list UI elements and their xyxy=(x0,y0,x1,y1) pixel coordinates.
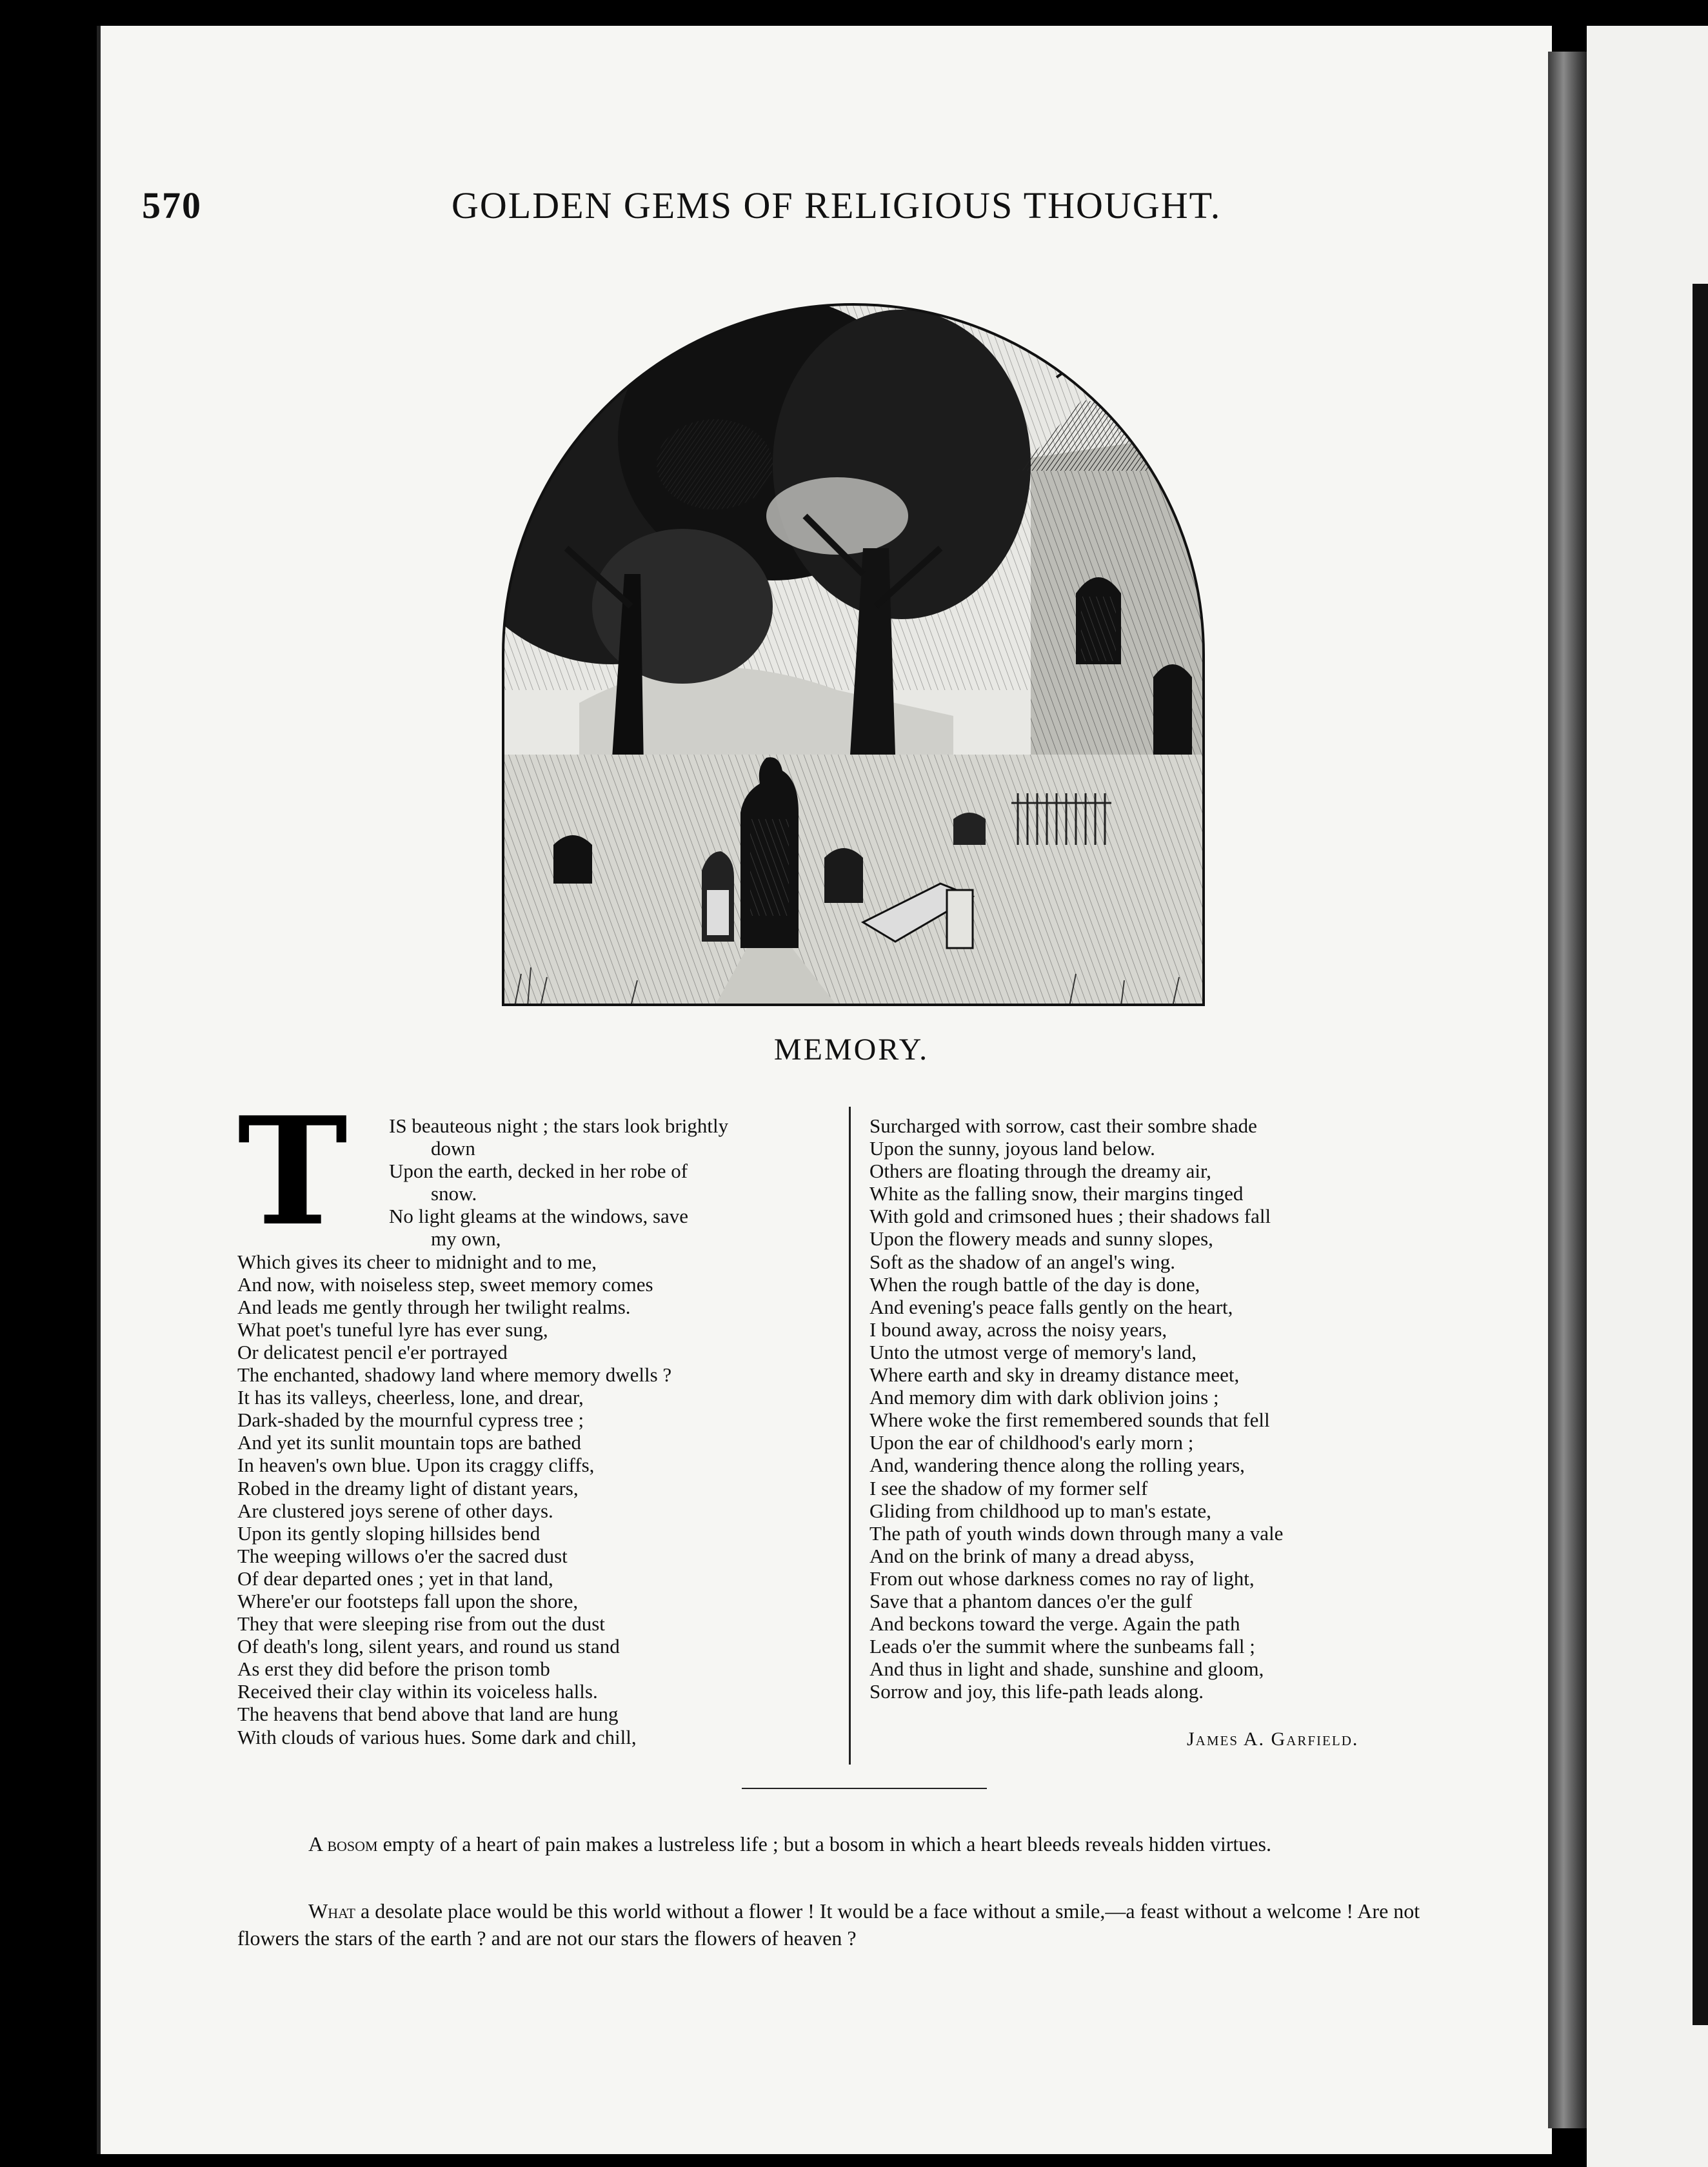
poem-right-column xyxy=(869,1114,1450,1703)
book-binding-edge xyxy=(1548,52,1587,2128)
poem-line: The path of youth winds down through many a vale xyxy=(869,1521,1284,1545)
poem-line: Dark-shaded by the mournful cypress tree ; xyxy=(237,1409,584,1432)
paragraph-text: a desolate place would be this world without a flower ! It would be a face without a smile,—a feast without a welcome ! Are not flowers the stars of the earth ? and are not our stars the flowers of heaven ? xyxy=(237,1899,1420,1950)
poem-title: MEMORY. xyxy=(773,1033,929,1067)
poem-line: What poet's tuneful lyre has ever sung, xyxy=(237,1318,548,1341)
page-number: 570 xyxy=(142,184,202,226)
poem-line: Leads o'er the summit where the sunbeams fall ; xyxy=(869,1635,1255,1658)
poem-line: my own, xyxy=(431,1227,501,1251)
poem-line: I see the shadow of my former self xyxy=(869,1476,1148,1499)
poem-line: No light gleams at the windows, save xyxy=(389,1205,689,1228)
poem-line: Or delicatest pencil e'er portrayed xyxy=(237,1340,508,1363)
poem-line: Where woke the first remembered sounds that fell xyxy=(869,1409,1270,1432)
paragraph-text: empty of a heart of pain makes a lustreless life ; but a bosom in which a heart bleeds reveals hidden virtues. xyxy=(377,1832,1271,1855)
poem-line: They that were sleeping rise from out the dust xyxy=(237,1612,605,1636)
poem-line: And yet its sunlit mountain tops are bathed xyxy=(237,1431,581,1454)
poem-line: Robed in the dreamy light of distant years, xyxy=(237,1476,579,1499)
poem-line: IS beauteous night ; the stars look brightly xyxy=(389,1114,729,1137)
poem-line: The weeping willows o'er the sacred dust xyxy=(237,1544,568,1567)
poem-line: Soft as the shadow of an angel's wing. xyxy=(869,1250,1175,1273)
paragraph-lead: A bosom xyxy=(308,1832,378,1855)
poem-line: And beckons toward the verge. Again the path xyxy=(869,1612,1240,1636)
poem-line: down xyxy=(431,1137,475,1160)
poem-line: Upon the flowery meads and sunny slopes, xyxy=(869,1227,1213,1251)
poem-line: Others are floating through the dreamy air, xyxy=(869,1160,1211,1183)
facing-page-shadow xyxy=(1693,284,1708,2025)
poem-line: And now, with noiseless step, sweet memory comes xyxy=(237,1272,653,1296)
poem-line: And memory dim with dark oblivion joins ; xyxy=(869,1386,1219,1409)
poem-line: Gliding from childhood up to man's estate, xyxy=(869,1499,1211,1522)
facing-page-edge xyxy=(1587,26,1708,2167)
poem-line: And thus in light and shade, sunshine and gloom, xyxy=(869,1657,1264,1681)
poem-line: I bound away, across the noisy years, xyxy=(869,1318,1167,1341)
poem-line: Upon the sunny, joyous land below. xyxy=(869,1137,1155,1160)
poem-line: In heaven's own blue. Upon its craggy cliffs, xyxy=(237,1454,595,1477)
poem-line: As erst they did before the prison tomb xyxy=(237,1657,550,1681)
poem-line: Where'er our footsteps fall upon the shore, xyxy=(237,1589,579,1612)
paragraph xyxy=(237,1830,1469,1857)
poem-line: Sorrow and joy, this life-path leads along. xyxy=(869,1680,1204,1703)
poem-line: White as the falling snow, their margins tinged xyxy=(869,1182,1244,1205)
poem-line: Upon the earth, decked in her robe of xyxy=(389,1160,688,1183)
poem-line: When the rough battle of the day is done, xyxy=(869,1272,1200,1296)
column-divider xyxy=(849,1107,851,1765)
poem-line: Surcharged with sorrow, cast their sombre shade xyxy=(869,1114,1257,1137)
poem-line: Which gives its cheer to midnight and to me, xyxy=(237,1250,597,1273)
poem-line: Upon its gently sloping hillsides bend xyxy=(237,1521,541,1545)
poem-line: Save that a phantom dances o'er the gulf xyxy=(869,1589,1193,1612)
running-head xyxy=(142,184,1303,235)
poem-line: It has its valleys, cheerless, lone, and drear, xyxy=(237,1386,584,1409)
poem-line: With gold and crimsoned hues ; their shadows fall xyxy=(869,1205,1271,1228)
poem-line: From out whose darkness comes no ray of light, xyxy=(869,1567,1255,1590)
poem-line: Of dear departed ones ; yet in that land, xyxy=(237,1567,553,1590)
poem-line: snow. xyxy=(431,1182,477,1205)
poem-line: The enchanted, shadowy land where memory dwells ? xyxy=(237,1363,672,1387)
poem-line: With clouds of various hues. Some dark and chill, xyxy=(237,1725,637,1748)
poem-left-column xyxy=(237,1114,844,1748)
poem-line: Are clustered joys serene of other days. xyxy=(237,1499,553,1522)
section-divider xyxy=(742,1788,987,1789)
poem-line: And evening's peace falls gently on the heart, xyxy=(869,1295,1233,1318)
poem-line: The heavens that bend above that land are hung xyxy=(237,1703,619,1726)
poem-line: Upon the ear of childhood's early morn ; xyxy=(869,1431,1194,1454)
poem-line: And on the brink of many a dread abyss, xyxy=(869,1544,1195,1567)
poem-author: James A. Garfield. xyxy=(1187,1728,1359,1750)
drop-cap-letter: T xyxy=(237,1085,348,1259)
paragraph-lead: What xyxy=(308,1899,355,1923)
book-title: GOLDEN GEMS OF RELIGIOUS THOUGHT. xyxy=(452,184,1222,226)
poem-line: Unto the utmost verge of memory's land, xyxy=(869,1340,1197,1363)
poem-line: And, wandering thence along the rolling years, xyxy=(869,1454,1245,1477)
poem-line: Of death's long, silent years, and round us stand xyxy=(237,1635,620,1658)
poem-line: Where earth and sky in dreamy distance meet, xyxy=(869,1363,1240,1387)
paragraph xyxy=(237,1897,1469,1952)
poem-line: Received their clay within its voiceless halls. xyxy=(237,1680,598,1703)
poem-line: And leads me gently through her twilight realms. xyxy=(237,1295,631,1318)
churchyard-engraving-icon xyxy=(502,303,1205,1006)
